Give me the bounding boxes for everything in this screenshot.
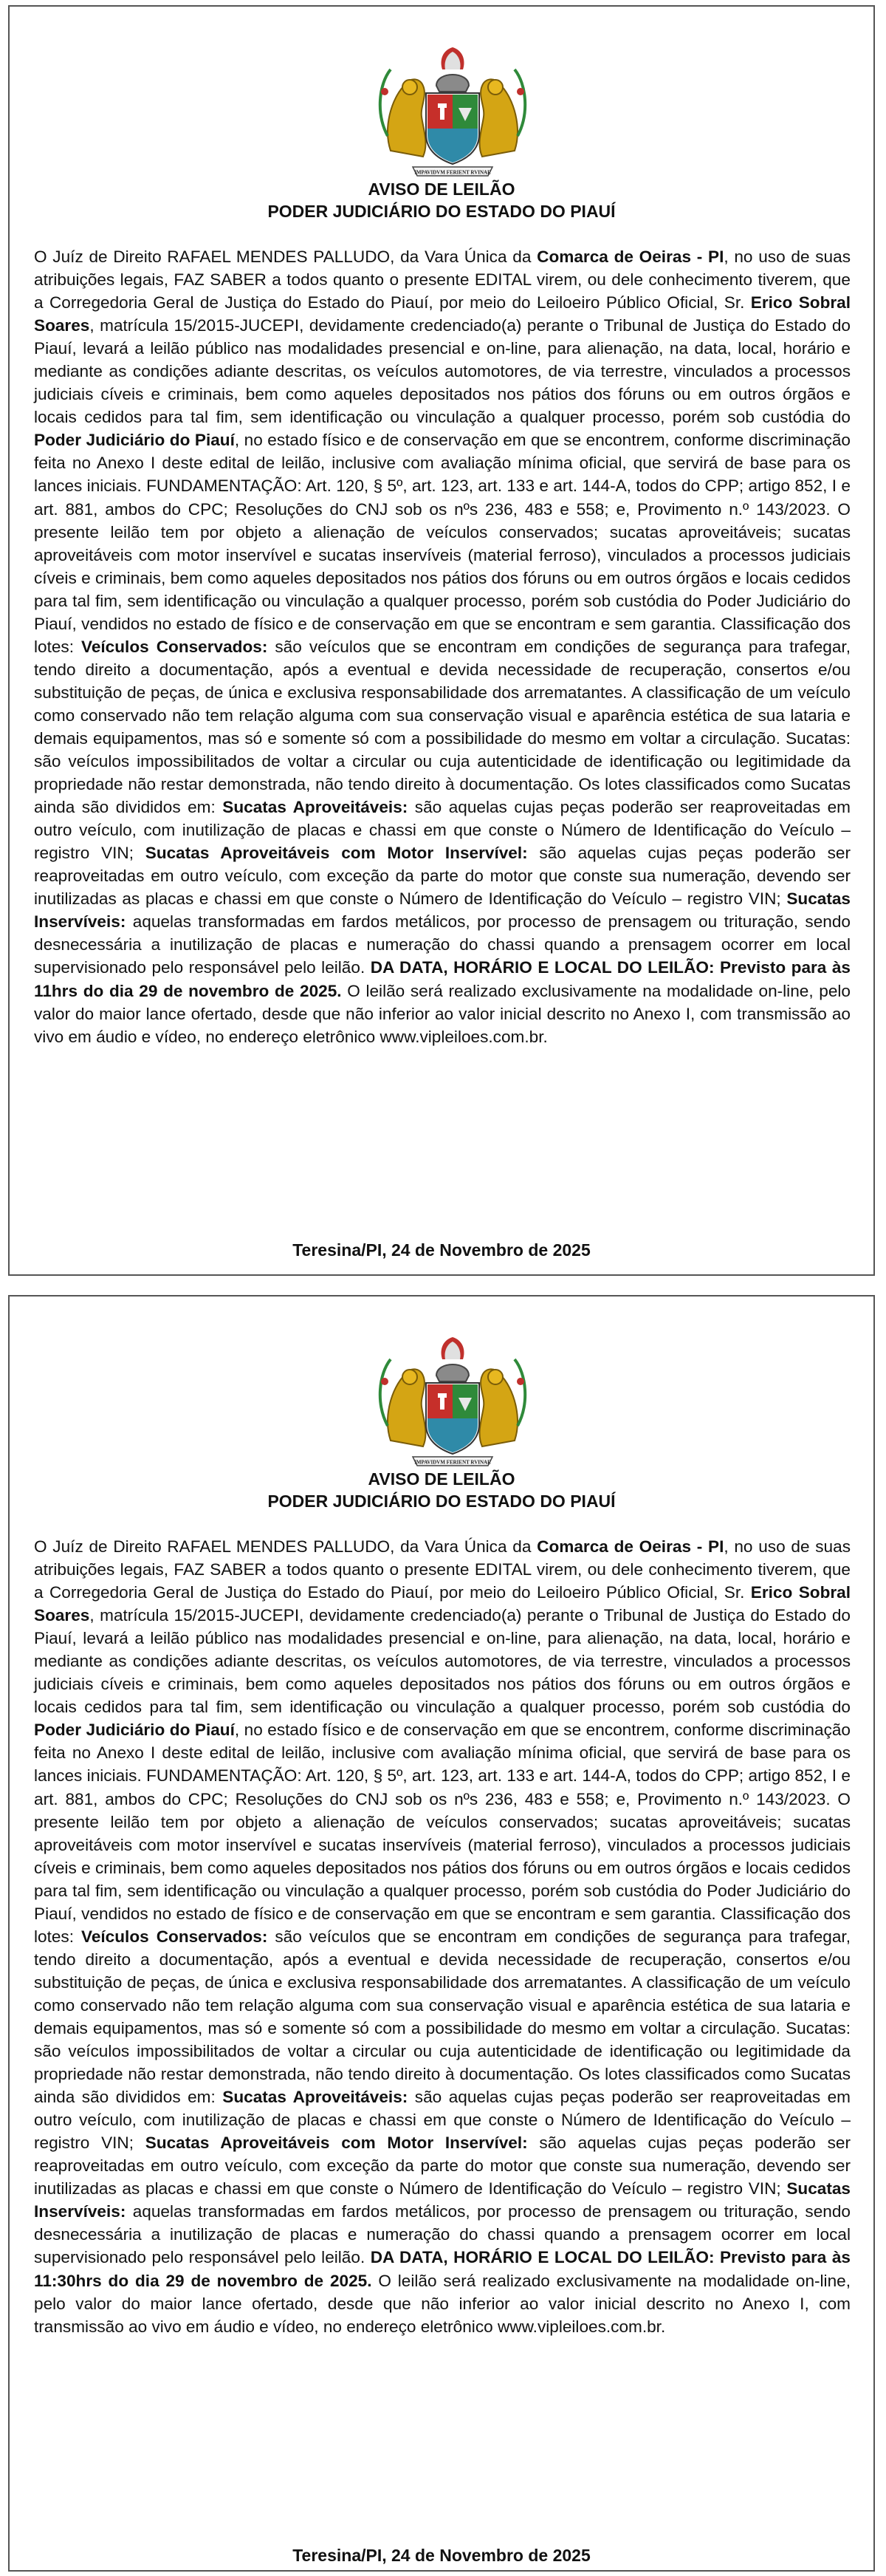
notice-title: AVISO DE LEILÃO xyxy=(368,1469,515,1489)
auction-date-time: DA DATA, HORÁRIO E LOCAL DO LEILÃO: Previsto para às 11:30hrs do dia 29 de novembro de 2025. xyxy=(34,2248,851,2290)
notice-subtitle: PODER JUDICIÁRIO DO ESTADO DO PIAUÍ xyxy=(267,202,616,221)
crest-motto: IMPAVIDVM FERIENT RVINAE xyxy=(414,169,491,176)
notice-body: O Juíz de Direito RAFAEL MENDES PALLUDO, da Vara Única da Comarca de Oeiras - PI, no uso de suas atribuições legais, FAZ SABER a todos quanto o presente EDITAL virem, ou dele conhecimento tiverem, que a Corregedoria Geral de Justiça do Estado do Piauí, por meio do Leiloeiro Público Oficial, Sr. Erico Sobral Soares, matrícula 15/2015-JUCEPI, devidamente credenciado(a) perante o Tribunal de Justiça do Estado do Piauí, levará a leilão público nas modalidades presencial e on-line, para alienação, na data, local, horário e mediante as condições adiante descritas, os veículos automotores, de via terrestre, vinculados a processos judiciais cíveis e criminais, bem como aqueles depositados nos pátios dos fóruns ou em outros órgãos e locais cedidos para tal fim, sem identificação ou vinculação a qualquer processo, porém sob custódia do Poder Judiciário do Piauí, no estado físico e de conservação em que se encontrem, conforme discriminação feita no Anexo I deste edital de leilão, inclusive com avaliação mínima oficial, que servirá de base para os lances iniciais. FUNDAMENTAÇÃO: Art. 120, § 5º, art. 123, art. 133 e art. 144-A, todos do CPP; artigo 852, I e art. 881, ambos do CPC; Resoluções do CNJ sob os nºs 236, 483 e 558; e, Provimento n.º 143/2023. O presente leilão tem por objeto a alienação de veículos conservados; sucatas aproveitáveis; sucatas aproveitáveis com motor inservível e sucatas inservíveis (material ferroso), vinculados a processos judiciais cíveis e criminais, bem como aqueles depositados nos pátios dos fóruns ou em outros órgãos e locais cedidos para tal fim, sem identificação ou vinculação a qualquer processo, porém sob custódia do Poder Judiciário do Piauí, vendidos no estado de físico e de conservação em que se encontram e sem garantia. Classificação dos lotes: Veículos Conservados: são veículos que se encontram em condições de segurança para trafegar, tendo direito a documentação, após a eventual e devida necessidade de recuperação, consertos e/ou substituição de peças, de única e exclusiva responsabilidade dos arrematantes. A classificação de um veículo como conservado não tem relação alguma com sua conservação visual e aparência estética de sua lataria e demais equipamentos, mas só e somente só com a possibilidade do mesmo em voltar a circulação. Sucatas: são veículos impossibilitados de voltar a circular ou cuja autenticidade de identificação ou legitimidade da propriedade não restar demonstrada, não tendo direito à documentação. Os lotes classificados como Sucatas ainda são divididos em: Sucatas Aproveitáveis: são aquelas cujas peças poderão ser reaproveitadas em outro veículo, com inutilização de placas e chassi em que conste o Número de Identificação do Veículo – registro VIN; Sucatas Aproveitáveis com Motor Inservível: são aquelas cujas peças poderão ser reaproveitadas em outro veículo, com exceção da parte do motor que conste sua numeração, devendo ser inutilizadas as placas e chassi em que conste o Número de Identificação do Veículo – registro VIN; Sucatas Inservíveis: aquelas transformadas em fardos metálicos, por processo de prensagem ou trituração, sendo desnecessária a inutilização de placas e numeração do chassi quando a prensagem ocorrer em local supervisionado pelo responsável pelo leilão. DA DATA, HORÁRIO E LOCAL DO LEILÃO: Previsto para às 11hrs do dia 29 de novembro de 2025. O leilão será realizado exclusivamente na modalidade on-line, pelo valor do maior lance ofertado, desde que não inferior ao valor inicial descrito no Anexo I, com transmissão ao vivo em áudio e vídeo, no endereço eletrônico www.vipleiloes.com.br. xyxy=(34,247,851,1046)
piaui-judiciary-crest-icon xyxy=(368,40,537,180)
notice-date-line: Teresina/PI, 24 de Novembro de 2025 xyxy=(292,1240,591,1260)
comarca-name: Comarca de Oeiras - PI xyxy=(537,247,724,266)
auction-notice xyxy=(8,5,875,1276)
notice-title: AVISO DE LEILÃO xyxy=(368,180,515,199)
crest-motto: IMPAVIDVM FERIENT RVINAE xyxy=(414,1459,491,1466)
auctioneer-name: Erico Sobral Soares xyxy=(34,293,851,335)
piaui-judiciary-crest-icon xyxy=(368,1330,537,1470)
auction-notice xyxy=(8,1295,875,2572)
notice-body: O Juíz de Direito RAFAEL MENDES PALLUDO, da Vara Única da Comarca de Oeiras - PI, no uso de suas atribuições legais, FAZ SABER a todos quanto o presente EDITAL virem, ou dele conhecimento tiverem, que a Corregedoria Geral de Justiça do Estado do Piauí, por meio do Leiloeiro Público Oficial, Sr. Erico Sobral Soares, matrícula 15/2015-JUCEPI, devidamente credenciado(a) perante o Tribunal de Justiça do Estado do Piauí, levará a leilão público nas modalidades presencial e on-line, para alienação, na data, local, horário e mediante as condições adiante descritas, os veículos automotores, de via terrestre, vinculados a processos judiciais cíveis e criminais, bem como aqueles depositados nos pátios dos fóruns ou em outros órgãos e locais cedidos para tal fim, sem identificação ou vinculação a qualquer processo, porém sob custódia do Poder Judiciário do Piauí, no estado físico e de conservação em que se encontrem, conforme discriminação feita no Anexo I deste edital de leilão, inclusive com avaliação mínima oficial, que servirá de base para os lances iniciais. FUNDAMENTAÇÃO: Art. 120, § 5º, art. 123, art. 133 e art. 144-A, todos do CPP; artigo 852, I e art. 881, ambos do CPC; Resoluções do CNJ sob os nºs 236, 483 e 558; e, Provimento n.º 143/2023. O presente leilão tem por objeto a alienação de veículos conservados; sucatas aproveitáveis; sucatas aproveitáveis com motor inservível e sucatas inservíveis (material ferroso), vinculados a processos judiciais cíveis e criminais, bem como aqueles depositados nos pátios dos fóruns ou em outros órgãos e locais cedidos para tal fim, sem identificação ou vinculação a qualquer processo, porém sob custódia do Poder Judiciário do Piauí, vendidos no estado de físico e de conservação em que se encontram e sem garantia. Classificação dos lotes: Veículos Conservados: são veículos que se encontram em condições de segurança para trafegar, tendo direito a documentação, após a eventual e devida necessidade de recuperação, consertos e/ou substituição de peças, de única e exclusiva responsabilidade dos arrematantes. A classificação de um veículo como conservado não tem relação alguma com sua conservação visual e aparência estética de sua lataria e demais equipamentos, mas só e somente só com a possibilidade do mesmo em voltar a circulação. Sucatas: são veículos impossibilitados de voltar a circular ou cuja autenticidade de identificação ou legitimidade da propriedade não restar demonstrada, não tendo direito à documentação. Os lotes classificados como Sucatas ainda são divididos em: Sucatas Aproveitáveis: são aquelas cujas peças poderão ser reaproveitadas em outro veículo, com inutilização de placas e chassi em que conste o Número de Identificação do Veículo – registro VIN; Sucatas Aproveitáveis com Motor Inservível: são aquelas cujas peças poderão ser reaproveitadas em outro veículo, com exceção da parte do motor que conste sua numeração, devendo ser inutilizadas as placas e chassi em que conste o Número de Identificação do Veículo – registro VIN; Sucatas Inservíveis: aquelas transformadas em fardos metálicos, por processo de prensagem ou trituração, sendo desnecessária a inutilização de placas e numeração do chassi quando a prensagem ocorrer em local supervisionado pelo responsável pelo leilão. DA DATA, HORÁRIO E LOCAL DO LEILÃO: Previsto para às 11:30hrs do dia 29 de novembro de 2025. O leilão será realizado exclusivamente na modalidade on-line, pelo valor do maior lance ofertado, desde que não inferior ao valor inicial descrito no Anexo I, com transmissão ao vivo em áudio e vídeo, no endereço eletrônico www.vipleiloes.com.br. xyxy=(34,1537,851,2336)
comarca-name: Comarca de Oeiras - PI xyxy=(537,1537,724,1556)
auction-date-time: DA DATA, HORÁRIO E LOCAL DO LEILÃO: Previsto para às 11hrs do dia 29 de novembro de 2025. xyxy=(34,958,851,1000)
auctioneer-name: Erico Sobral Soares xyxy=(34,1583,851,1625)
notice-date-line: Teresina/PI, 24 de Novembro de 2025 xyxy=(292,2546,591,2565)
notice-subtitle: PODER JUDICIÁRIO DO ESTADO DO PIAUÍ xyxy=(267,1492,616,1511)
